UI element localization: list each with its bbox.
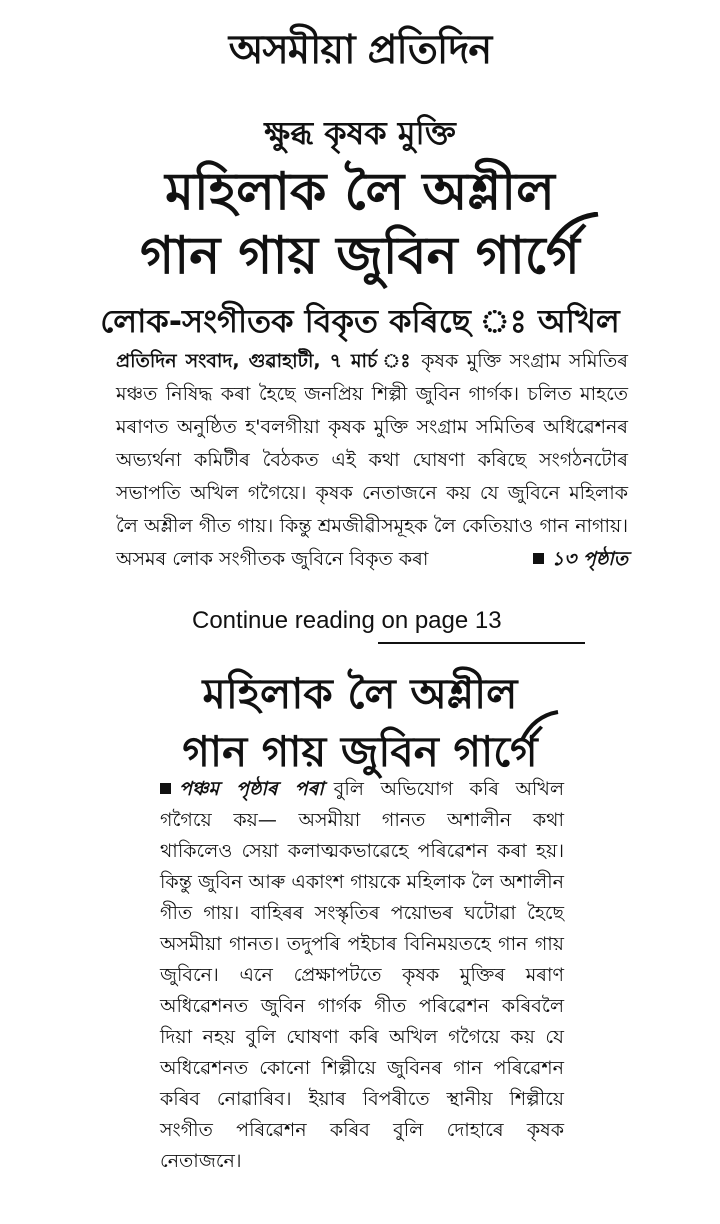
front-article-text: কৃষক মুক্তি সংগ্ৰাম সমিতিৰ মঞ্চত নিষিদ্ধ কৰা হৈছে জনপ্ৰিয় শিল্পী জুবিন গাৰ্গক। চলিত মাহতে মৰাণত অনুষ্ঠিত হ'বলগীয়া কৃষক মুক্তি সংগ্ৰাম সমিতিৰ অধিৱেশনৰ অভ্যৰ্থনা কমিটীৰ বৈঠকত এই কথা ঘোষণা কৰিছে সংগঠনটোৰ সভাপতি অখিল গগৈয়ে। কৃষক নেতাজনে কয় যে জুবিনে মহিলাক লৈ অশ্লীল গীত গায়। কিন্তু শ্ৰমজীৱীসমূহক লৈ কেতিয়াও গান নাগায়। অসমৰ লোক সংগীতক জুবিনে বিকৃত কৰা (116, 350, 628, 570)
subheadline: লোক-সংগীতক বিকৃত কৰিছে ঃ অখিল (100, 302, 620, 340)
masthead-title: অসমীয়া প্ৰতিদিন (228, 26, 492, 73)
jump-headline-line-1: মহিলাক লৈ অশ্লীল (202, 669, 518, 718)
lead-label: পঞ্চম পৃষ্ঠাৰ পৰা (179, 778, 324, 800)
jump-reference[interactable] (533, 543, 628, 576)
jump-headline (140, 665, 580, 781)
continue-reading-note: Continue reading on page 13 (192, 607, 502, 634)
jump-label: ১৩ পৃষ্ঠাত (551, 548, 628, 570)
kicker: ক্ষুব্ধ কৃষক মুক্তি (264, 114, 456, 152)
reph-flourish-icon (520, 710, 560, 742)
jump-article-body (160, 774, 564, 1177)
jump-headline-line-2: গান গায় জুবিন গাৰ্গে (182, 727, 538, 776)
front-article-body (116, 345, 628, 576)
reph-flourish-icon (548, 212, 600, 252)
square-bullet-icon (160, 783, 171, 794)
headline-line-1: মহিলাক লৈ অশ্লীল (165, 162, 555, 222)
dateline: প্ৰতিদিন সংবাদ, গুৱাহাটী, ৭ মাৰ্চ ঃ (116, 350, 413, 372)
continue-underline (378, 642, 585, 644)
headline-line-2: গান গায় জুবিন গাৰ্গে (140, 226, 580, 286)
square-bullet-icon (533, 553, 544, 564)
jump-article-text: বুলি অভিযোগ কৰি অখিল গগৈয়ে কয়— অসমীয়া গানত অশালীন কথা থাকিলেও সেয়া কলাত্মকভাৱেহে পৰিৱেশন কৰা হয়। কিন্তু জুবিন আৰু একাংশ গায়কে মহিলাক লৈ অশালীন গীত গায়। বাহিৰৰ সংস্কৃতিৰ পয়োভৰ ঘটোৱা হৈছে অসমীয়া গানত। তদুপৰি পইচাৰ বিনিময়তহে গান গায় জুবিনে। এনে প্ৰেক্ষাপটতে কৃষক মুক্তিৰ মৰাণ অধিৱেশনত জুবিন গাৰ্গক গীত পৰিৱেশন কৰিবলৈ দিয়া নহয় বুলি ঘোষণা কৰি অখিল গগৈয়ে কয় যে অধিৱেশনত কোনো শিল্পীয়ে জুবিনৰ গান পৰিৱেশন কৰিব নোৱাৰিব। ইয়াৰ বিপৰীতে স্থানীয় শিল্পীয়ে সংগীত পৰিৱেশন কৰিব বুলি দোহাৰে কৃষক নেতাজনে। (160, 778, 565, 1172)
